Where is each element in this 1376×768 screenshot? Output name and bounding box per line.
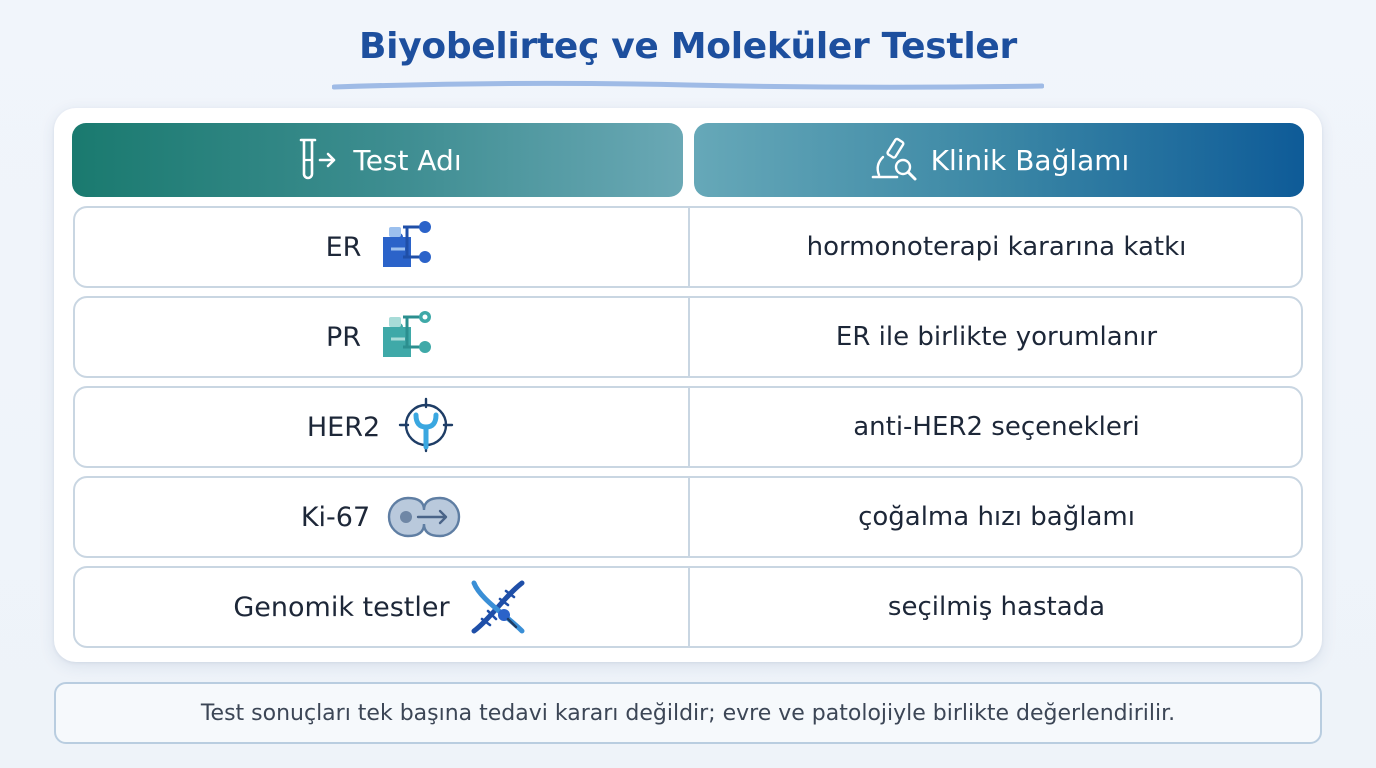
context-cell <box>690 388 1303 466</box>
context-cell <box>690 208 1303 286</box>
context-text: çoğalma hızı bağlamı <box>858 502 1135 532</box>
context-text: ER ile birlikte yorumlanır <box>835 322 1158 352</box>
test-cell <box>75 568 688 646</box>
header-clinical-context-label: Klinik Bağlamı <box>930 143 1130 177</box>
receptor-puzzle-icon <box>377 219 437 275</box>
footnote-text: Test sonuçları tek başına tedavi kararı değildir; evre ve patolojiyle birlikte değerlendirilir. <box>200 700 1176 726</box>
test-cell <box>75 478 688 556</box>
header-clinical-context <box>694 123 1304 197</box>
dna-helix-icon <box>466 575 530 639</box>
test-tube-icon <box>293 136 341 184</box>
test-cell <box>75 388 688 466</box>
test-name: PR <box>325 321 362 353</box>
table-row-genomic <box>73 566 1303 648</box>
test-cell <box>75 208 688 286</box>
receptor-puzzle-teal-icon <box>377 309 437 365</box>
cell-division-arrow-icon <box>386 494 462 540</box>
test-name: Genomik testler <box>233 591 450 623</box>
page-title-container <box>0 26 1376 67</box>
table-row-ki67 <box>73 476 1303 558</box>
context-cell <box>690 478 1303 556</box>
header-test-name-label: Test Adı <box>353 143 462 177</box>
microscope-icon <box>869 135 919 185</box>
test-cell <box>75 298 688 376</box>
context-text: anti-HER2 seçenekleri <box>853 412 1140 442</box>
page-title: Biyobelirteç ve Moleküler Testler <box>359 26 1017 67</box>
context-cell <box>690 298 1303 376</box>
table-row-her2 <box>73 386 1303 468</box>
test-name: Ki-67 <box>300 501 371 533</box>
context-text: seçilmiş hastada <box>887 592 1106 622</box>
title-underline <box>332 78 1044 94</box>
test-name: HER2 <box>306 411 381 443</box>
table-row-er <box>73 206 1303 288</box>
table-row-pr <box>73 296 1303 378</box>
her2-target-receptor-icon <box>396 397 456 457</box>
header-test-name <box>72 123 683 197</box>
test-name: ER <box>325 231 362 263</box>
context-cell <box>690 568 1303 646</box>
footnote-box <box>54 682 1322 744</box>
context-text: hormonoterapi kararına katkı <box>806 232 1187 262</box>
